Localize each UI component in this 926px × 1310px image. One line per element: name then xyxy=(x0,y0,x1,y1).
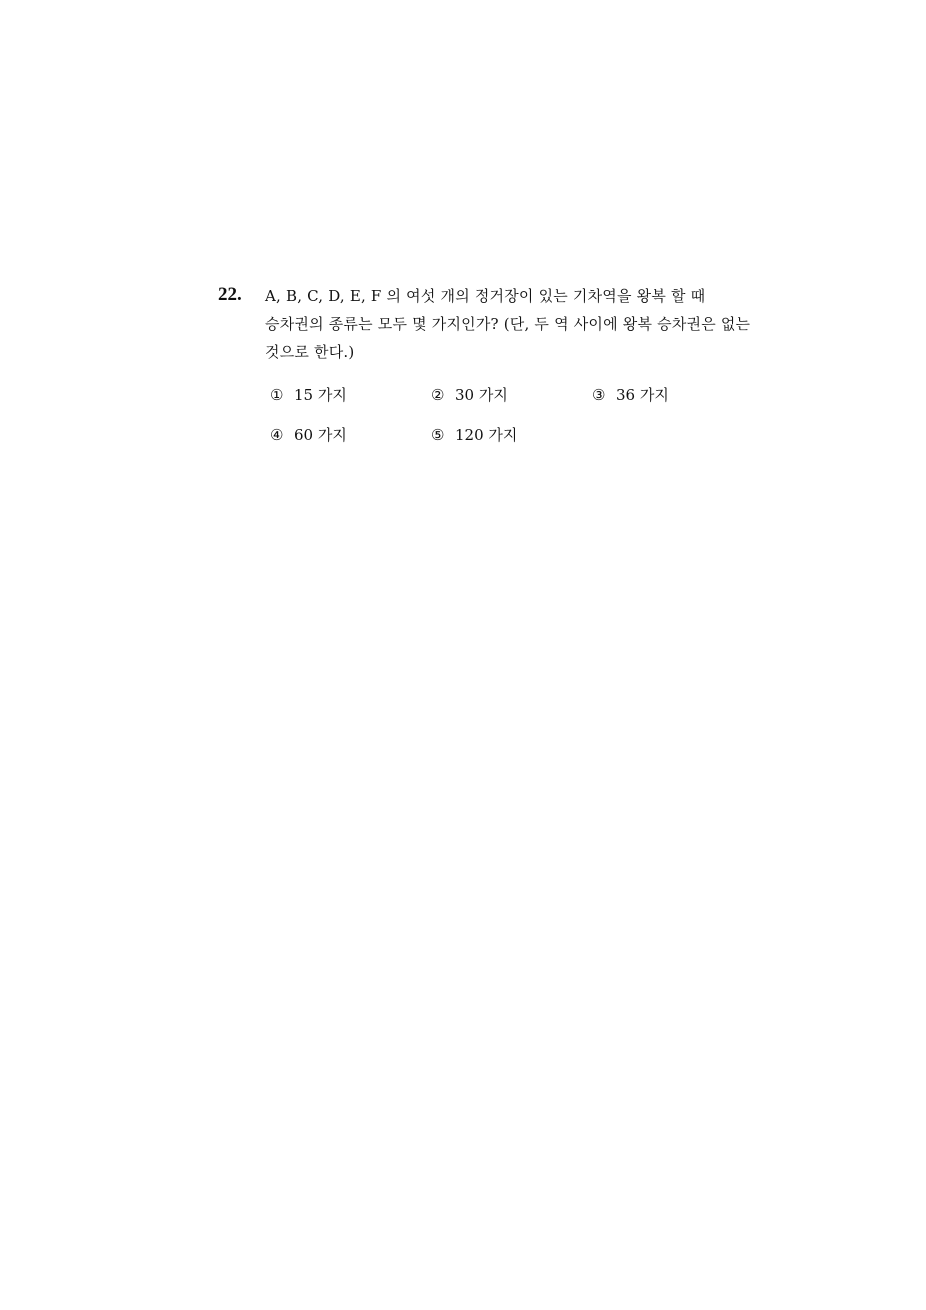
choice-5-text: 120 가지 xyxy=(455,426,518,444)
question-text-line-3: 것으로 한다.) xyxy=(265,343,355,361)
choice-4[interactable] xyxy=(270,424,347,445)
choice-2-mark: ② xyxy=(431,385,445,404)
choice-3-text: 36 가지 xyxy=(616,386,669,404)
choice-3-mark: ③ xyxy=(592,385,606,404)
choice-4-text: 60 가지 xyxy=(294,426,347,444)
choice-2[interactable] xyxy=(431,384,508,405)
choice-2-text: 30 가지 xyxy=(455,386,508,404)
question-text xyxy=(265,282,765,366)
choice-5[interactable] xyxy=(431,424,517,445)
question-text-line-2: 승차권의 종류는 모두 몇 가지인가? (단, 두 역 사이에 왕복 승차권은 없는 xyxy=(265,315,751,333)
choice-1-text: 15 가지 xyxy=(294,386,347,404)
choice-1-mark: ① xyxy=(270,385,284,404)
question-number: 22. xyxy=(218,284,242,305)
choice-4-mark: ④ xyxy=(270,425,284,444)
choice-1[interactable] xyxy=(270,384,347,405)
choice-3[interactable] xyxy=(592,384,669,405)
question-text-line-1: A, B, C, D, E, F 의 여섯 개의 정거장이 있는 기차역을 왕복 할 때 xyxy=(265,287,706,305)
answer-choices xyxy=(270,384,750,464)
choice-5-mark: ⑤ xyxy=(431,425,445,444)
